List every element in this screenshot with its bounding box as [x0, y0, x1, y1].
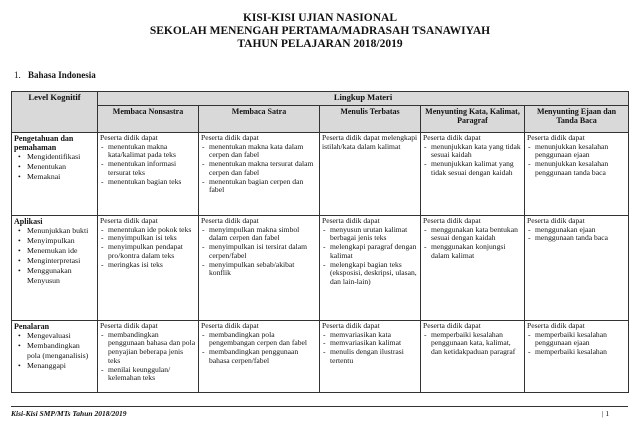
table-cell	[98, 133, 199, 216]
level-cell	[12, 321, 98, 393]
column-header: Menulis Terbatas	[320, 106, 421, 133]
list-item: - membandingkan penggunaan bahasa dan pola penyajian beberapa jenis teks	[100, 331, 196, 366]
cell-intro: Peserta didik dapat	[322, 216, 380, 225]
level-title: Pengetahuan dan pemahaman	[14, 134, 74, 152]
cell-intro: Peserta didik dapat	[527, 321, 585, 330]
doc-title-line1: KISI-KISI UJIAN NASIONAL	[242, 12, 397, 24]
list-item: - menyimpulkan isi teks	[100, 234, 196, 243]
cell-intro: Peserta didik dapat	[201, 133, 259, 142]
table-cell	[320, 321, 421, 393]
page-number: | 1	[602, 409, 610, 418]
table-row	[12, 216, 629, 321]
cell-intro: Peserta didik dapat	[201, 216, 259, 225]
cell-intro: Peserta didik dapat	[100, 216, 158, 225]
list-item: - menunjukkan kalimat yang tidak sesuai dengan kaidah	[423, 160, 522, 177]
cell-intro: Peserta didik dapat melengkapi istilah/kata dalam kalimat	[322, 133, 418, 151]
list-item: - menentukan informasi tersurat teks	[100, 160, 196, 177]
list-item: - menyimpulkan sebab/akibat konflik	[201, 261, 317, 278]
table-cell	[421, 133, 525, 216]
table-cell	[525, 133, 629, 216]
cell-intro: Peserta didik dapat	[527, 216, 585, 225]
list-item: - menggunaan tanda baca	[527, 234, 626, 243]
level-item: • Menggunakan Menyusun	[14, 266, 95, 286]
level-item: • Menginterpretasi	[14, 256, 95, 266]
list-item: - menggunakan konjungsi dalam kalimat	[423, 243, 522, 260]
table-cell	[98, 216, 199, 321]
kisi-kisi-table	[11, 91, 629, 393]
list-item: - menentukan makna kata/kalimat pada teks	[100, 143, 196, 160]
table-cell	[320, 216, 421, 321]
cell-intro: Peserta didik dapat	[100, 133, 158, 142]
list-item: - menentukan bagian teks	[100, 178, 196, 187]
table-row	[12, 133, 629, 216]
level-item: • Mengevaluasi	[14, 331, 95, 341]
level-kognitif-header: Level Kognitif	[12, 92, 98, 133]
list-item: - memperbaiki kesalahan penggunaan kata, kalimat, dan ketidakpaduan paragraf	[423, 331, 522, 357]
level-item: • Menentukan	[14, 162, 95, 172]
table-cell	[199, 321, 320, 393]
cell-intro: Peserta didik dapat	[201, 321, 259, 330]
footer-divider	[11, 406, 628, 407]
table-cell	[98, 321, 199, 393]
list-item: - memperbaiki kesalahan	[527, 348, 626, 357]
section-heading	[14, 70, 96, 80]
list-item: - memperbaiki kesalahan penggunaan ejaan	[527, 331, 626, 348]
list-item: - melengkapi bagian teks (eksposisi, deskripsi, ulasan, dan lain-lain)	[322, 261, 418, 287]
level-cell	[12, 133, 98, 216]
table-cell	[421, 216, 525, 321]
level-title: Aplikasi	[14, 217, 43, 226]
column-header: Membaca Nonsastra	[98, 106, 199, 133]
list-item: - menyusun urutan kalimat berbagai jenis teks	[322, 226, 418, 243]
lingkup-materi-header: Lingkup Materi	[98, 92, 629, 106]
list-item: - menunjukkan kesalahan penggunaan ejaan	[527, 143, 626, 160]
list-item: - membandingkan pola pengembangan cerpen dan fabel	[201, 331, 317, 348]
level-item: • Mengidentifikasi	[14, 152, 95, 162]
cell-intro: Peserta didik dapat	[100, 321, 158, 330]
list-item: - menentukan bagian cerpen dan fabel	[201, 178, 317, 195]
list-item: - menggunakan kata bentukan sesuai dengan kaidah	[423, 226, 522, 243]
column-header: Membaca Satra	[199, 106, 320, 133]
doc-title-line3: TAHUN PELAJARAN 2018/2019	[237, 38, 403, 50]
level-item: • Menyimpulkan	[14, 236, 95, 246]
table-cell	[199, 216, 320, 321]
cell-intro: Peserta didik dapat	[423, 216, 481, 225]
cell-intro: Peserta didik dapat	[423, 133, 481, 142]
list-item: - menunjukkan kesalahan penggunaan tanda baca	[527, 160, 626, 177]
list-item: - menyimpulkan makna simbol dalam cerpen dan fabel	[201, 226, 317, 243]
list-item: - meringkas isi teks	[100, 261, 196, 270]
level-item: • Menanggapi	[14, 361, 95, 371]
level-item: • Menemukan ide	[14, 246, 95, 256]
list-item: - membandingkan penggunaan bahasa cerpen/fabel	[201, 348, 317, 365]
table-cell	[525, 216, 629, 321]
list-item: - menunjukkan kata yang tidak sesuai kaidah	[423, 143, 522, 160]
section-title: Bahasa Indonesia	[28, 70, 96, 80]
section-number: 1.	[14, 70, 21, 80]
list-item: - menggunakan ejaan	[527, 226, 626, 235]
list-item: - memvariasikan kalimat	[322, 339, 418, 348]
table-cell	[320, 133, 421, 216]
footer-text: Kisi-Kisi SMP/MTs Tahun 2018/2019	[11, 409, 127, 418]
column-header: Menyunting Ejaan dan Tanda Baca	[525, 106, 629, 133]
list-item: - menentukan makna tersurat dalam cerpen dan fabel	[201, 160, 317, 177]
list-item: - menentukan makna kata dalam cerpen dan fabel	[201, 143, 317, 160]
list-item: - menulis dengan ilustrasi tertentu	[322, 348, 418, 365]
doc-title-line2: SEKOLAH MENENGAH PERTAMA/MADRASAH TSANAWIYAH	[149, 25, 491, 37]
table-cell	[199, 133, 320, 216]
level-item: • Memaknai	[14, 172, 95, 182]
list-item: - menilai keunggulan/ kelemahan teks	[100, 366, 196, 383]
table-cell	[421, 321, 525, 393]
list-item: - melengkapi paragraf dengan kalimat	[322, 243, 418, 260]
table-cell	[525, 321, 629, 393]
table-row	[12, 321, 629, 393]
level-cell	[12, 216, 98, 321]
list-item: - menentukan ide pokok teks	[100, 226, 196, 235]
cell-intro: Peserta didik dapat	[423, 321, 481, 330]
list-item: - menyimpulkan isi tersirat dalam cerpen/fabel	[201, 243, 317, 260]
level-title: Penalaran	[14, 322, 50, 331]
list-item: - menyimpulkan pendapat pro/kontra dalam teks	[100, 243, 196, 260]
level-item: • Menunjukkan bukti	[14, 226, 95, 236]
level-item: • Membandingkan pola (menganalisis)	[14, 341, 95, 361]
column-header: Menyunting Kata, Kalimat, Paragraf	[421, 106, 525, 133]
cell-intro: Peserta didik dapat	[527, 133, 585, 142]
cell-intro: Peserta didik dapat	[322, 321, 380, 330]
list-item: - memvariasikan kata	[322, 331, 418, 340]
